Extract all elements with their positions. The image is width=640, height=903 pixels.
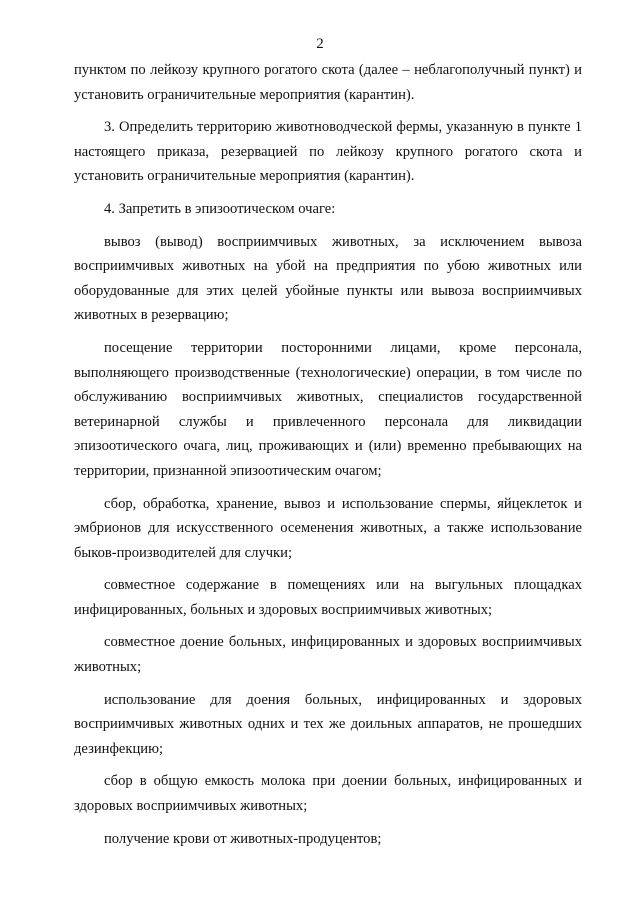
paragraph-prohibition-milk-collection: сбор в общую емкость молока при доении больных, инфицированных и здоровых восприимчивых животных;	[74, 773, 582, 815]
paragraph-prohibition-sperm: сбор, обработка, хранение, вывоз и использование спермы, яйцеклеток и эмбрионов для искусственного осеменения животных, а также использование быков-производителей для случки;	[74, 495, 582, 561]
paragraph-item-3: 3. Определить территорию животноводческой фермы, указанную в пункте 1 настоящего приказа, резервацией по лейкозу крупного рогатого скота и установить ограничительные мероприятия (карантин).	[74, 119, 582, 185]
paragraph-prohibition-milking: совместное доение больных, инфицированных и здоровых восприимчивых животных;	[74, 634, 582, 676]
paragraph-prohibition-housing: совместное содержание в помещениях или на выгульных площадках инфицированных, больных и здоровых восприимчивых животных;	[74, 577, 582, 618]
paragraph-continuation: пунктом по лейкозу крупного рогатого скота (далее – неблагополучный пункт) и установить ограничительные мероприятия (карантин).	[74, 62, 582, 103]
document-body	[74, 58, 582, 859]
paragraph-prohibition-visits: посещение территории посторонними лицами, кроме персонала, выполняющего производственные (технологические) операции, в том числе по обслуживанию восприимчивых животных, специалистов государственной ветеринарной службы и привлеченного персонала для ликвидации эпизоотического очага, лиц, проживающих и (или) временно пребывающих на территории, признанной эпизоотическим очагом;	[74, 339, 582, 479]
paragraph-item-4: 4. Запретить в эпизоотическом очаге:	[104, 200, 336, 217]
paragraph-prohibition-blood: получение крови от животных-продуцентов;	[104, 830, 382, 847]
paragraph-prohibition-export: вывоз (вывод) восприимчивых животных, за исключением вывоза восприимчивых животных на убой на предприятия по убою животных или оборудованные для этих целей убойные пункты или вывоза восприимчивых животных в резервацию;	[74, 233, 582, 324]
page-number: 2	[316, 36, 324, 52]
paragraph-prohibition-apparatus: использование для доения больных, инфицированных и здоровых восприимчивых животных одних и тех же доильных аппаратов, не прошедших дезинфекцию;	[74, 691, 582, 757]
